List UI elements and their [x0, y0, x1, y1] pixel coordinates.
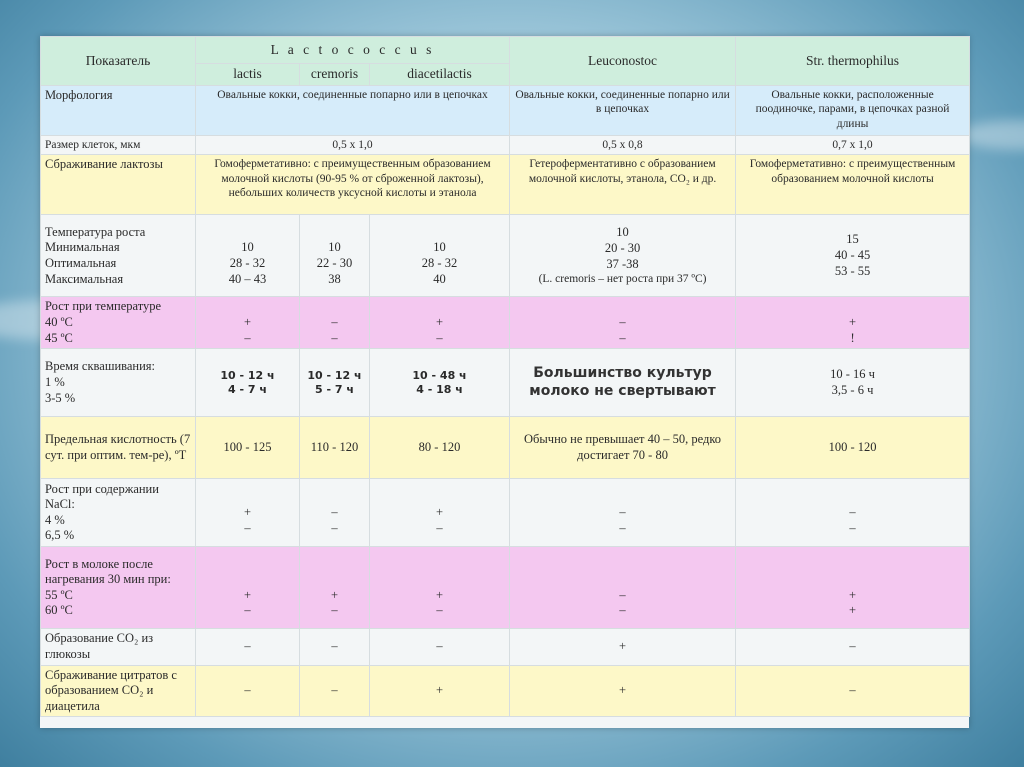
- citrate-diacetilactis: +: [370, 665, 510, 717]
- temperature-cremoris: 10 22 - 30 38: [300, 215, 370, 297]
- morphology-lactococcus: Овальные кокки, соединенные попарно или в цепочках: [196, 86, 510, 136]
- lactose-label: Сбраживание лактозы: [41, 155, 196, 215]
- temperature-leuconostoc: 10 20 - 30 37 -38 (L. cremoris – нет роста при 37 ºС): [510, 215, 736, 297]
- row-lactose: [41, 155, 970, 215]
- citrate-leuconostoc: +: [510, 665, 736, 717]
- coagulation-thermophilus: 10 - 16 ч 3,5 - 6 ч: [736, 349, 970, 417]
- growth-temp-leuconostoc: – –: [510, 297, 736, 349]
- row-citrate: [41, 665, 970, 717]
- header-lactococcus: L a c t o c o c c u s: [196, 37, 510, 64]
- acidity-leuconostoc: Обычно не превышает 40 – 50, редко достигает 70 - 80: [510, 417, 736, 479]
- cell-size-lactococcus: 0,5 х 1,0: [196, 136, 510, 155]
- morphology-label: Морфология: [41, 86, 196, 136]
- co2-leuconostoc: +: [510, 629, 736, 665]
- heating-cremoris: + –: [300, 547, 370, 629]
- row-morphology: [41, 86, 970, 136]
- co2-cremoris: –: [300, 629, 370, 665]
- nacl-diacetilactis: + –: [370, 479, 510, 547]
- nacl-thermophilus: – –: [736, 479, 970, 547]
- row-coagulation: [41, 349, 970, 417]
- row-temperature: [41, 215, 970, 297]
- acidity-lactis: 100 - 125: [196, 417, 300, 479]
- lactose-leuconostoc: Гетероферментативно с образованием молочной кислоты, этанола, CO₂ и др.: [510, 155, 736, 215]
- co2-diacetilactis: –: [370, 629, 510, 665]
- header-str-thermophilus: Str. thermophilus: [736, 37, 970, 86]
- header-lactis: lactis: [196, 64, 300, 86]
- lactose-thermophilus: Гомоферметативно: с преимущественным образованием молочной кислоты: [736, 155, 970, 215]
- coagulation-cremoris: 10 - 12 ч 5 - 7 ч: [300, 349, 370, 417]
- growth-temp-labels: Рост при температуре 40 ºС 45 ºС: [41, 297, 196, 349]
- citrate-lactis: –: [196, 665, 300, 717]
- comparison-table: [40, 36, 970, 717]
- coagulation-leuconostoc: Большинство культур молоко не свертывают: [510, 349, 736, 417]
- cell-size-leuconostoc: 0,5 х 0,8: [510, 136, 736, 155]
- slide: [40, 36, 969, 728]
- row-growth-temperature: [41, 297, 970, 349]
- nacl-lactis: + –: [196, 479, 300, 547]
- acidity-diacetilactis: 80 - 120: [370, 417, 510, 479]
- temperature-thermophilus: 15 40 - 45 53 - 55: [736, 215, 970, 297]
- heating-labels: Рост в молоке после нагревания 30 мин при: 55 ºС 60 ºС: [41, 547, 196, 629]
- row-co2: [41, 629, 970, 665]
- header-indicator: Показатель: [41, 37, 196, 86]
- header-cremoris: cremoris: [300, 64, 370, 86]
- coagulation-labels: Время сквашивания: 1 % 3-5 %: [41, 349, 196, 417]
- temperature-diacetilactis: 10 28 - 32 40: [370, 215, 510, 297]
- header-diacetilactis: diacetilactis: [370, 64, 510, 86]
- nacl-labels: Рост при содержании NaCl: 4 % 6,5 %: [41, 479, 196, 547]
- heating-thermophilus: + +: [736, 547, 970, 629]
- row-nacl: [41, 479, 970, 547]
- co2-label: Образование CO₂ из глюкозы: [41, 629, 196, 665]
- heating-leuconostoc: – –: [510, 547, 736, 629]
- row-acidity: [41, 417, 970, 479]
- heating-lactis: + –: [196, 547, 300, 629]
- cell-size-label: Размер клеток, мкм: [41, 136, 196, 155]
- temperature-lactis: 10 28 - 32 40 – 43: [196, 215, 300, 297]
- row-heating: [41, 547, 970, 629]
- citrate-thermophilus: –: [736, 665, 970, 717]
- growth-temp-diacetilactis: + –: [370, 297, 510, 349]
- acidity-label: Предельная кислотность (7 сут. при оптим. тем-ре), ºТ: [41, 417, 196, 479]
- acidity-thermophilus: 100 - 120: [736, 417, 970, 479]
- temperature-labels: Температура роста Минимальная Оптимальная Максимальная: [41, 215, 196, 297]
- morphology-leuconostoc: Овальные кокки, соединенные попарно или в цепочках: [510, 86, 736, 136]
- coagulation-lactis: 10 - 12 ч 4 - 7 ч: [196, 349, 300, 417]
- growth-temp-thermophilus: + !: [736, 297, 970, 349]
- row-cell-size: [41, 136, 970, 155]
- heating-diacetilactis: + –: [370, 547, 510, 629]
- citrate-label: Сбраживание цитратов с образованием CO₂ и диацетила: [41, 665, 196, 717]
- coagulation-diacetilactis: 10 - 48 ч 4 - 18 ч: [370, 349, 510, 417]
- morphology-thermophilus: Овальные кокки, расположенные поодиночке, парами, в цепочках разной длины: [736, 86, 970, 136]
- co2-thermophilus: –: [736, 629, 970, 665]
- nacl-leuconostoc: – –: [510, 479, 736, 547]
- acidity-cremoris: 110 - 120: [300, 417, 370, 479]
- lactose-lactococcus: Гомоферметативно: с преимущественным образованием молочной кислоты (90-95 % от сброженной лактозы), небольших количеств уксусной кислоты и этанола: [196, 155, 510, 215]
- co2-lactis: –: [196, 629, 300, 665]
- growth-temp-lactis: + –: [196, 297, 300, 349]
- nacl-cremoris: – –: [300, 479, 370, 547]
- header-leuconostoc: Leuconostoc: [510, 37, 736, 86]
- citrate-cremoris: –: [300, 665, 370, 717]
- growth-temp-cremoris: – –: [300, 297, 370, 349]
- cell-size-thermophilus: 0,7 х 1,0: [736, 136, 970, 155]
